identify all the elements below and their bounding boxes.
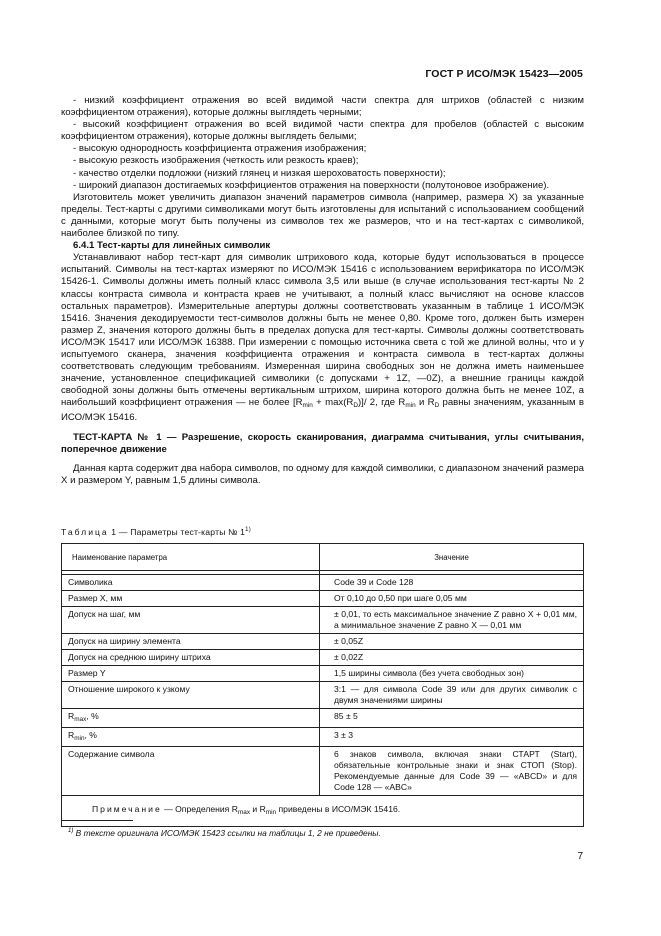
table-row: [62, 682, 584, 709]
param-value: 3:1 — для символа Code 39 или для других символик с двумя значениями ширины: [320, 682, 584, 709]
paragraph: - высокий коэффициент отражения во всей видимой части спектра для пробелов (областей с высоким коэффициентом отражения), которые должны выглядеть белыми;: [61, 119, 584, 143]
param-name: Допуск на среднюю ширину штриха: [62, 650, 320, 666]
table-row: [62, 650, 584, 666]
text-fragment: и R: [250, 804, 266, 814]
text-fragment: и R: [415, 397, 435, 409]
table-row: [62, 634, 584, 650]
param-name: Содержание символа: [62, 747, 320, 796]
column-header: Наименование параметра: [62, 544, 320, 571]
paragraph: Изготовитель может увеличить диапазон значений параметров символа (например, размера X) за указанные пределы. Тест-карты с другими символиками могут быть изготовлены для испытаний с использованием сообщений с данными, которые могут быть получены из символов тех же размеров, что и на тест-картах с символикой, наиболее близкой по типу.: [61, 191, 584, 240]
paragraph: - высокую резкость изображения (четкость или резкость краев);: [73, 155, 359, 167]
text-fragment: — Определения R: [161, 804, 238, 814]
footnote-text: В тексте оригинала ИСО/МЭК 15423 ссылки на таблицы 1, 2 не приведены.: [73, 828, 381, 838]
caption-word: Таблица: [61, 527, 109, 537]
subscript: min: [265, 809, 277, 816]
subscript: max: [237, 809, 251, 816]
param-name: [62, 728, 320, 747]
table-note-row: [62, 796, 584, 827]
param-value: Code 39 и Code 128: [320, 575, 584, 591]
subscript: min: [74, 735, 85, 742]
param-name: Допуск на шаг, мм: [62, 607, 320, 634]
table-header-row: [62, 544, 584, 571]
table-row: [62, 728, 584, 747]
param-name: Размер Y: [62, 666, 320, 682]
caption-text: 1 — Параметры тест-карты № 1: [108, 527, 246, 537]
subscript: min: [405, 402, 416, 410]
table-row: [62, 591, 584, 607]
test-card-heading: ТЕСТ-КАРТА № 1 — Разрешение, скорость сканирования, диаграмма считывания, углы считывания, поперечное движение: [61, 431, 584, 455]
param-name: Допуск на ширину элемента: [62, 634, 320, 650]
body-text: [61, 95, 584, 487]
table-row: [62, 666, 584, 682]
section-heading: 6.4.1 Тест-карты для линейных символик: [73, 240, 271, 252]
param-unit: , %: [86, 711, 99, 721]
paragraph: - высокую однородность коэффициента отражения изображения;: [73, 143, 367, 155]
text-fragment: равны значениям, указанным в ИСО/МЭК 15416.: [61, 397, 585, 424]
page-number: 7: [577, 851, 583, 862]
test-card-text: Данная карта содержит два набора символов, по одному для каждой символики, с диапазоном значений размера X и размером Y, равным 1,5 длины символа.: [61, 462, 584, 486]
param-symbol: R: [68, 730, 75, 740]
table-caption: [61, 527, 251, 537]
footnote-divider: [61, 820, 133, 821]
section-paragraph: [61, 252, 584, 424]
column-header: Значение: [320, 544, 584, 571]
param-value: От 0,10 до 0,50 при шаге 0,05 мм: [320, 591, 584, 607]
table-note: [62, 796, 584, 827]
subscript: min: [302, 402, 313, 410]
caption-footnote-ref: 1): [245, 527, 251, 534]
param-symbol: R: [68, 711, 75, 721]
document-header: ГОСТ Р ИСО/МЭК 15423—2005: [425, 68, 583, 80]
table-row: [62, 607, 584, 634]
param-name: Символика: [62, 575, 320, 591]
table-row: [62, 747, 584, 796]
param-value: ± 0,01, то есть максимальное значение Z равно X + 0,01 мм, а минимальное значение Z равно X — 0,01 мм: [320, 607, 584, 634]
footnote-marker: 1): [68, 828, 74, 835]
subscript: D: [434, 402, 440, 410]
param-value: ± 0,02Z: [320, 650, 584, 666]
text-fragment: приведены в ИСО/МЭК 15416.: [276, 804, 401, 814]
text-fragment: Устанавливают набор тест-карт для символик штрихового кода, которые будут использоваться в процессе испытаний. Символы на тест-картах измеряют по ИСО/МЭК 15416 с использованием верификатора по ИСО/МЭК 15426-1. Символы должны иметь полный класс символа 3,5 или выше (в случае использования тест-карты № 2 классы контраста символа и контраста краев не учитывают, а полный класс вычисляют на основе классов остальных параметров). Измерительные апертуры должны соответствовать указанным в таблице 1 ИСО/МЭК 15416. Значения декодируемости тест-символов должны быть не менее 0,80. Кроме того, должен быть измерен размер Z, значения которого должны быть в пределах допуска для тест-карты. Символы должны соответствовать ИСО/МЭК 15417 или ИСО/МЭК 16388. При измерении с помощью источника света с той же длиной волны, что и у испытуемого сканера, значения коэффициента отражения и контраста символа в тест-картах должны соответствовать следующим требованиям. Измеренная ширина свободных зон не должна иметь наименьшее значение, установленное спецификацией символики (с допусками + 1Z, —0Z), а внешние границы каждой свободной зоны должны быть отмечены вертикальным штрихом, ширина которого должна быть не менее 10Z, а наибольший коэффициент отражения — не более [R: [61, 252, 584, 409]
param-value: 1,5 ширины символа (без учета свободных зон): [320, 666, 584, 682]
paragraph: - качество отделки подложки (низкий глянец и низкая шероховатость поверхности);: [73, 167, 446, 179]
param-unit: , %: [84, 730, 97, 740]
parameters-table: [61, 543, 584, 827]
param-value: 3 ± 3: [320, 728, 584, 747]
param-value: 6 знаков символа, включая знаки СТАРТ (Start), обязательные контрольные знаки и знак СТОП (Stop). Рекомендуемые данные для Code 39 — «ABCD» и для Code 128 — «ABC»: [320, 747, 584, 796]
text-fragment: )]/ 2, где R: [357, 397, 406, 409]
subscript: D: [353, 402, 358, 410]
note-word: Примечание: [92, 804, 162, 814]
paragraph: - низкий коэффициент отражения во всей видимой части спектра для штрихов (областей с низким коэффициентом отражения), которые должны выглядеть черными;: [61, 95, 584, 119]
param-name: Отношение широкого к узкому: [62, 682, 320, 709]
paragraph: - широкий диапазон достигаемых коэффициентов отражения на поверхности (полутоновое изображение).: [73, 179, 550, 191]
table-row: [62, 709, 584, 728]
footnote: [68, 828, 381, 838]
table-row: [62, 575, 584, 591]
param-value: 85 ± 5: [320, 709, 584, 728]
param-value: ± 0,05Z: [320, 634, 584, 650]
param-name: Размер X, мм: [62, 591, 320, 607]
text-fragment: + max(R: [312, 397, 354, 409]
param-name: [62, 709, 320, 728]
subscript: max: [74, 716, 87, 723]
